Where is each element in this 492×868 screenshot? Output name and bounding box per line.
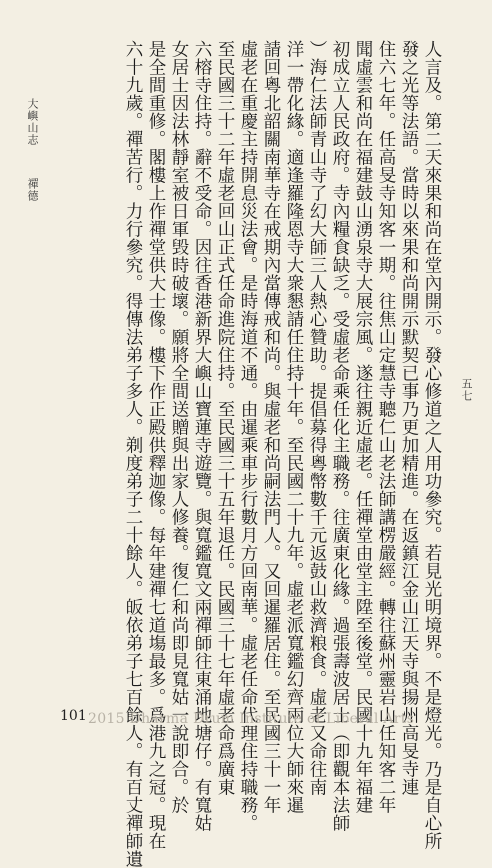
- text-column: 虛老在重慶主持開息災法會。是時海道不通。由暹乘車步行數月方回南華。虛老任命代理住持職務。: [238, 40, 258, 832]
- text-column: 人言及。第二天來果和尚在堂內開示。發心修道之人用功參究。若見光明境界。不是燈光。乃是自心所: [422, 40, 442, 850]
- text-column: 至民國三十二年虛老回山正式任命進院住持。至民國三十五年退任。民國三十七年虛老命爲廣東: [215, 40, 235, 796]
- page-number: 101: [60, 708, 87, 724]
- chapter-title: 禪德: [26, 178, 39, 202]
- page-number-chinese: 五七: [460, 378, 473, 402]
- text-column: 是全間重修。閣樓上作禪堂供大士像。樓下作正殿供釋迦像。每年建禪七道塲最多。爲港九之冠。現在: [146, 40, 166, 850]
- text-column: 發之光等法語。當時以來果和尚開示默契已事乃更加精進。在返鎮江金山江天寺與揚州高旻寺連: [399, 40, 419, 796]
- watermark-text: 2015 Dharma Drum Institute of Liberal Arts: [88, 711, 415, 727]
- text-column: 六榕寺住持。辭不受命。因往香港新界大嶼山寶蓮寺遊覽。與寬鑑寬文兩禪師往東涌地塘仔。有寬姑: [192, 40, 212, 832]
- text-column: 請回粵北韶關南華寺在戒期內當傳戒和尚。與虛老和尚嗣法門人。又回暹羅居住。至民國三十一年: [261, 40, 281, 814]
- text-column: 住六七年。任高旻寺知客一期。往焦山定慧寺聽仁山老法師講楞嚴經。轉往蘇州靈岩山任知客二年: [376, 40, 396, 814]
- text-column: 六十九歲。禪苦行。力行參究。得傳法弟子多人。剃度弟子二十餘人。皈依弟子七百餘人。有百丈禪師遺: [123, 40, 143, 868]
- text-column: 洋一帶化緣。適逢羅隆恩寺大衆懇請任住持十年。至民國二十九年。虛老派寬鑑幻齊兩位大師來暹: [284, 40, 304, 814]
- text-column: ）海仁法師青山寺了幻大師三人熱心贊助。提倡募得粵幣數千元返鼓山救濟粮食。虛老又命往南: [307, 40, 327, 796]
- book-title: 大嶼山志: [26, 98, 39, 146]
- text-column: 初成立人民政府。寺內糧食缺乏。受虛老命乘任化主職務。往廣東化緣。過張壽波居士（即觀本法師: [330, 40, 350, 832]
- text-column: 女居士因法林靜室被日軍毁時破壞。願將全間送贈與出家人修養。復仁和尚即見寬姑一說即合。於: [169, 40, 189, 814]
- text-column: 聞虛雲和尚在福建鼓山湧泉寺大展宗風。遂往親近虛老。任禪堂由堂主陞至後堂。民國十九年福建: [353, 40, 373, 814]
